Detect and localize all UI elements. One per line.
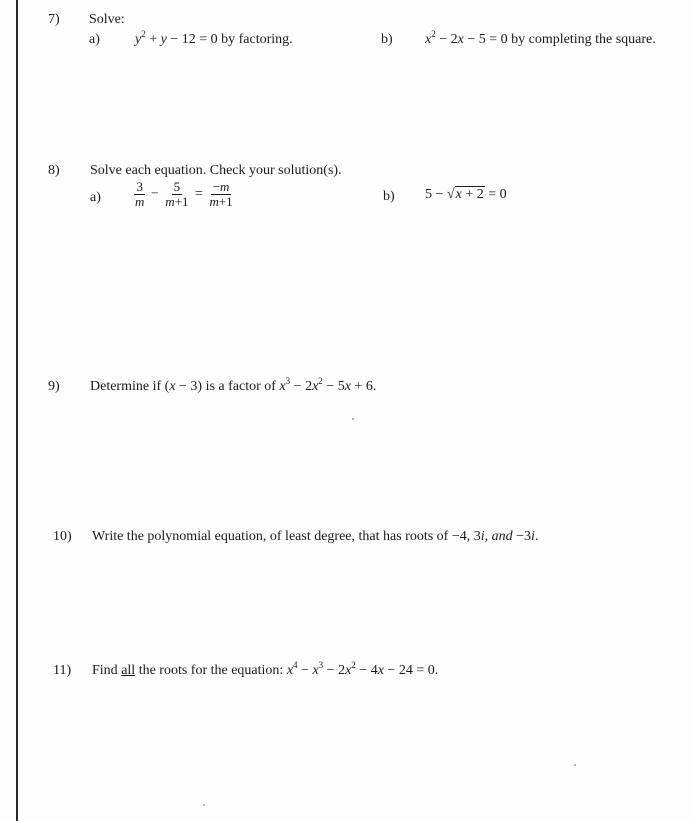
problem-7a-equation: $y^2 + y - 12 = 0$ by factoring. (135, 29, 293, 47)
problem-8-number: 8) (48, 163, 60, 178)
problem-7b-label: b) (381, 32, 393, 47)
scan-speck (574, 764, 576, 766)
problem-11-number: 11) (53, 663, 72, 678)
problem-10-number: 10) (53, 529, 72, 544)
problem-10-text: Write the polynomial equation, of least degree, that has roots of (92, 529, 449, 544)
problem-8-prompt: Solve each equation. Check your solution(s). (90, 163, 342, 178)
problem-11-statement: Find all the roots for the equation: $x^4 - x^3 - 2x^2 - 4x - 24 = 0$. (92, 660, 439, 678)
problem-11-after: the roots for the equation: (138, 663, 284, 678)
problem-7b-method: by completing the square. (511, 32, 656, 47)
problem-11-before: Find (92, 663, 118, 678)
problem-7a-method: by factoring. (221, 32, 293, 47)
problem-8b-label: b) (383, 189, 395, 204)
problem-7a-label: a) (89, 32, 100, 47)
problem-7-prompt: Solve: (89, 12, 125, 27)
problem-7-number: 7) (48, 12, 60, 27)
problem-9-number: 9) (48, 379, 60, 394)
problem-10-statement: Write the polynomial equation, of least degree, that has roots of −4, 3i, and −3i. (92, 529, 539, 544)
problem-9-statement: Determine if (x − 3) is a factor of $x^3 - 2x^2 - 5x + 6$. (90, 376, 377, 394)
problem-8a-label: a) (90, 190, 101, 205)
scan-speck (203, 804, 205, 806)
problem-7b-equation: $x^2 - 2x - 5 = 0$ by completing the square. (425, 29, 656, 47)
problem-8b-equation: 5 − √x + 2 = 0 (425, 187, 507, 202)
problem-8a-equation: $\frac{3}{m}$ − $\frac{5}{m+1}$ = $\frac{-m}{m+1}$ (135, 179, 233, 209)
scan-speck (352, 418, 354, 420)
problem-9-middle: is a factor of (205, 379, 276, 394)
problem-11-emphasis: all (121, 663, 136, 678)
problem-9-prefix: Determine if (90, 379, 162, 394)
page-left-border (16, 0, 18, 821)
